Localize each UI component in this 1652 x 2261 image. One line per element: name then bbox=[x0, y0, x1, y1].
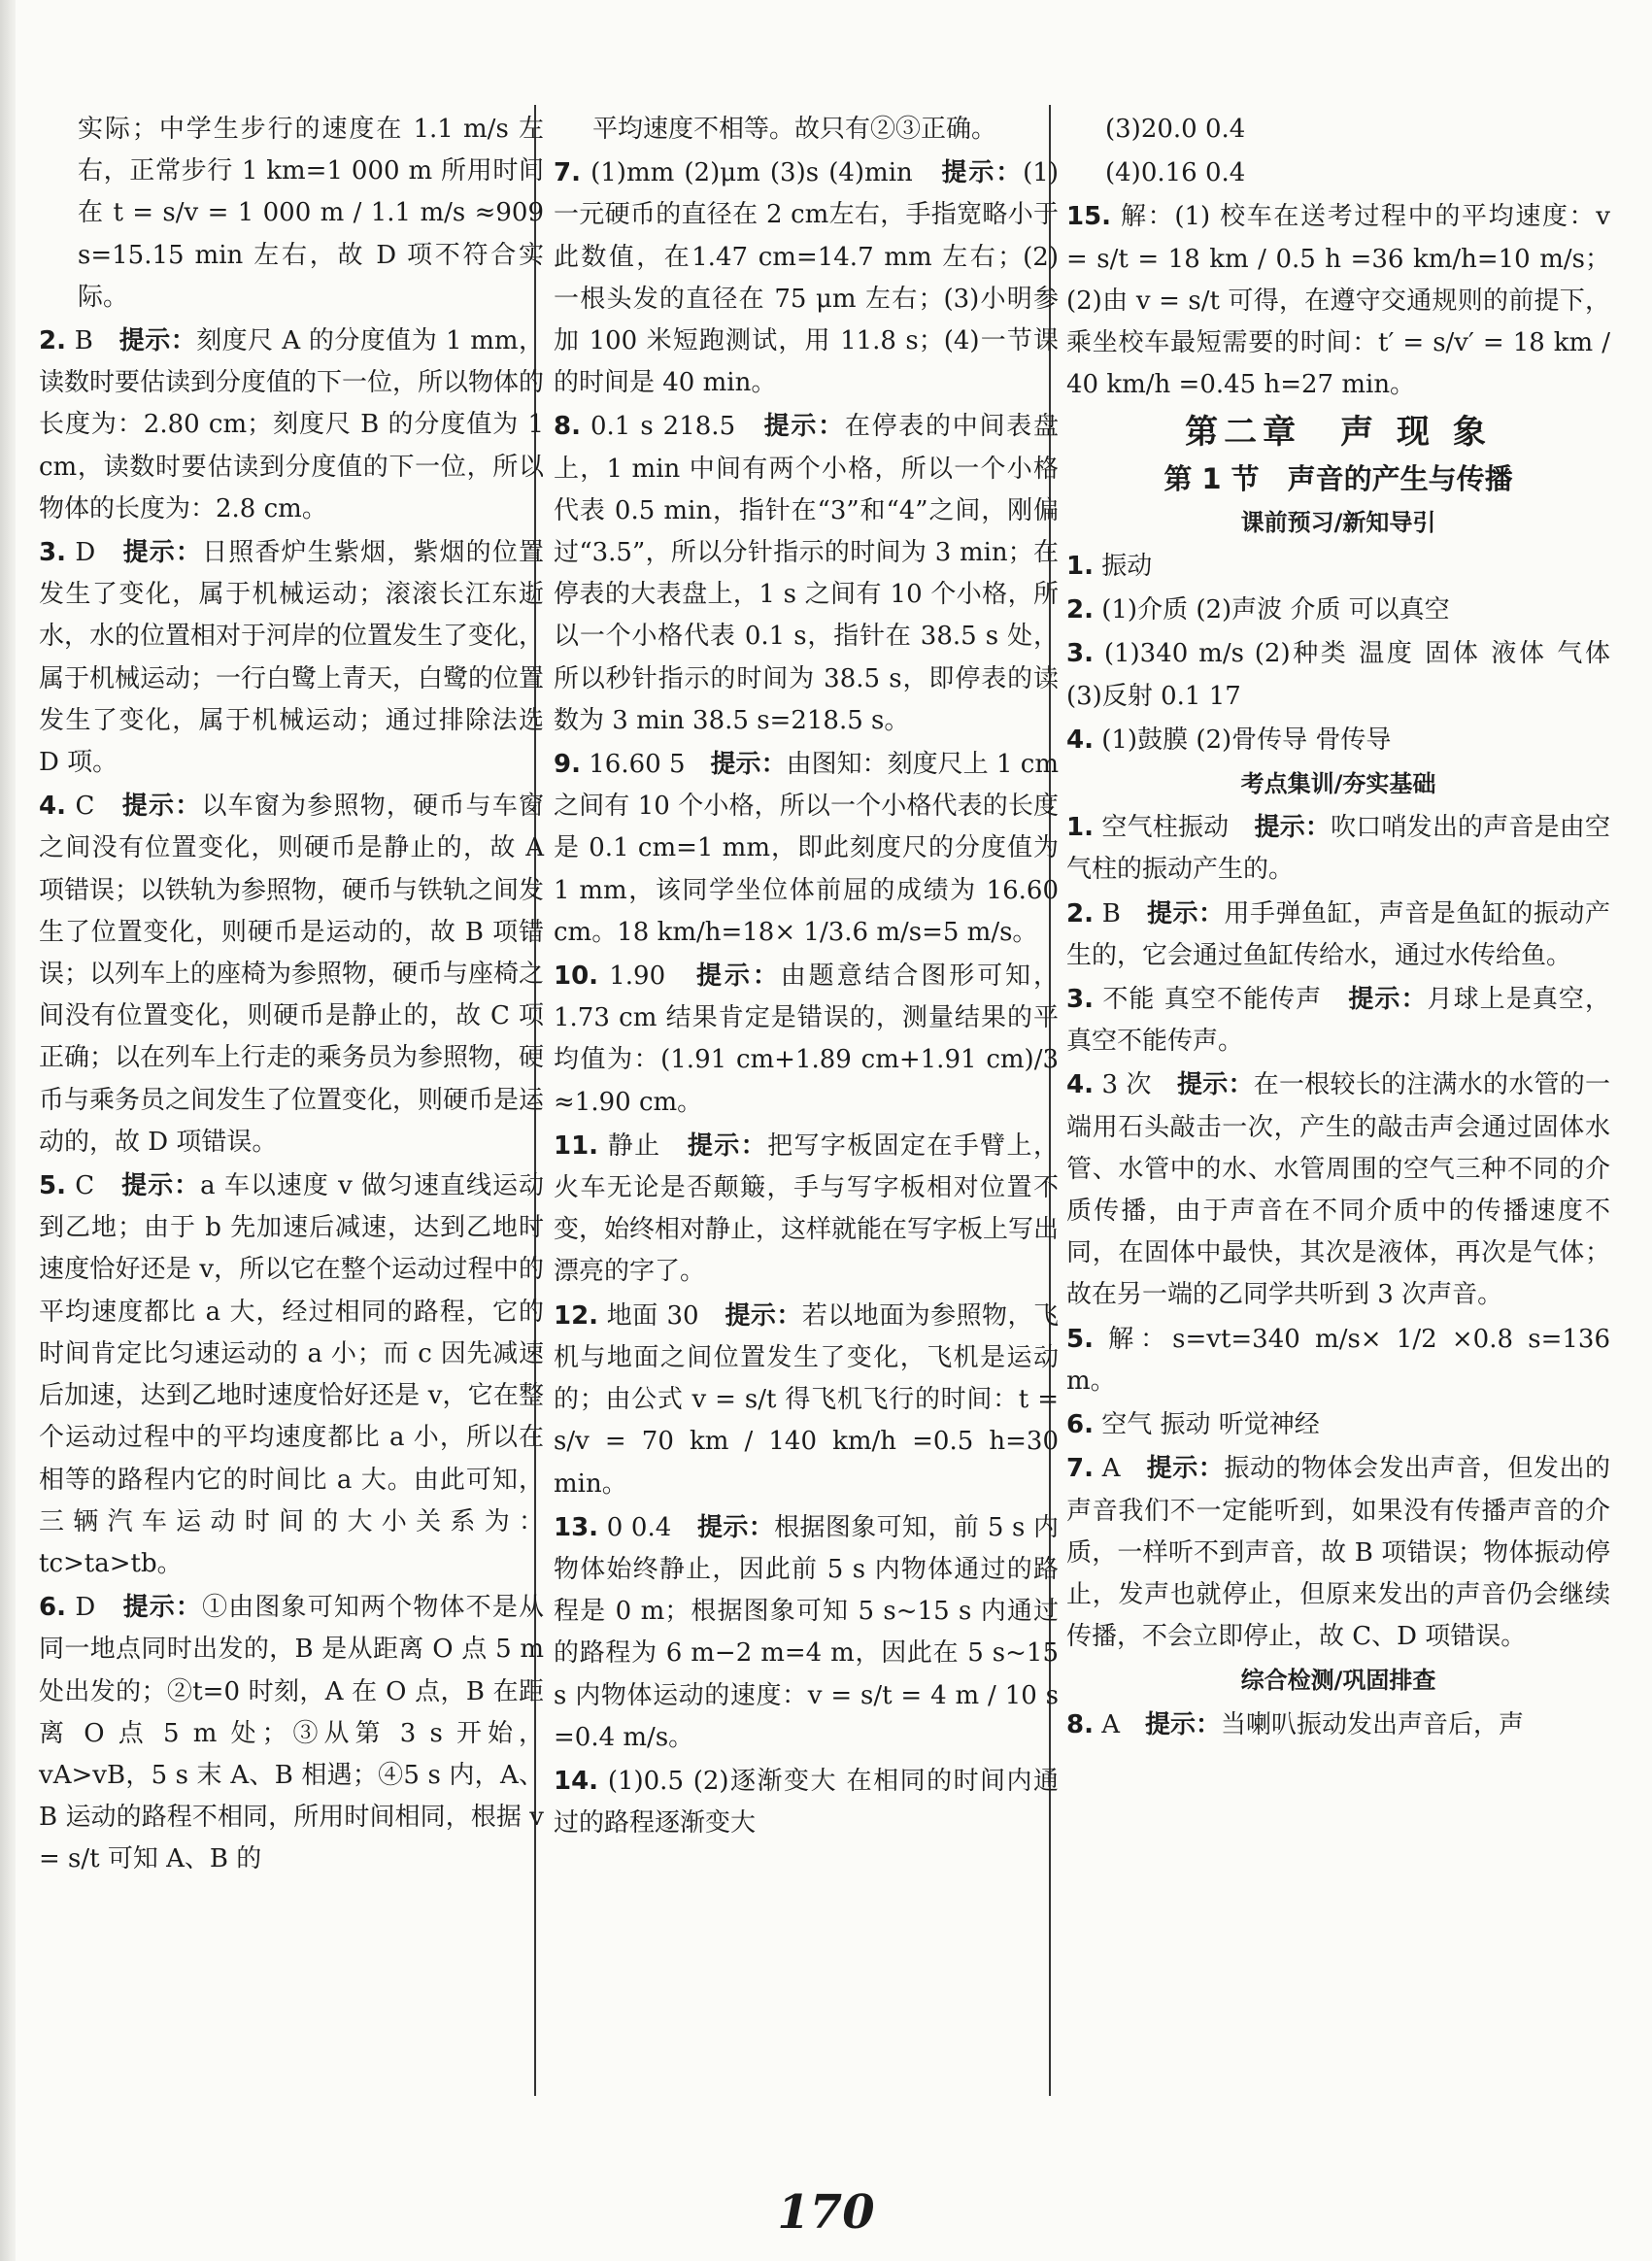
answer-text: 振动 bbox=[1101, 552, 1153, 582]
answer-text: 解：s=vt=340 m/s× 1/2 ×0.8 s=136 m。 bbox=[1066, 1324, 1610, 1396]
answer-hint: 提示：振动的物体会发出声音，但发出的声音我们不一定能听到，如果没有传播声音的介质，一样听不到声音，故 B 项错误；物体振动停止，发声也就停止，但原来发出的声音仍会继续传播，不会立即停止，故 C、D 项错误。 bbox=[1066, 1454, 1610, 1652]
answer-item bbox=[1066, 1448, 1610, 1658]
answer-number: 4. bbox=[1066, 1070, 1094, 1100]
answer-item bbox=[1066, 109, 1610, 151]
answer-text: (1)0.5 (2)逐渐变大 在相同的时间内通过的路程逐渐变大 bbox=[554, 1766, 1059, 1839]
answer-item bbox=[1066, 546, 1610, 588]
answer-item bbox=[1066, 152, 1610, 194]
answer-item bbox=[39, 1165, 544, 1585]
answer-number: 7. bbox=[554, 158, 581, 188]
answer-number: 5. bbox=[39, 1171, 66, 1201]
answer-number: 11. bbox=[554, 1130, 599, 1161]
answer-text: B bbox=[1101, 898, 1121, 928]
answer-item bbox=[1066, 1064, 1610, 1316]
answer-item bbox=[1066, 196, 1610, 406]
answer-hint: 提示：若以地面为参照物，飞机与地面之间位置发生了变化，飞机是运动的；由公式 v = s/t 得飞机飞行的时间：t = s/v = 70 km / 140 km/h =0.5 h=30 min。 bbox=[554, 1300, 1059, 1499]
answer-hint: 提示：日照香炉生紫烟，紫烟的位置发生了变化，属于机械运动；滚滚长江东逝水，水的位置相对于河岸的位置发生了变化，属于机械运动；一行白鹭上青天，白鹭的位置发生了变化，属于机械运动；通过排除法选 D 项。 bbox=[39, 538, 545, 778]
chapter-title: 第二章 声 现 象 bbox=[1185, 413, 1492, 453]
answer-hint: 提示：月球上是真空，真空不能传声。 bbox=[1066, 985, 1610, 1057]
column-3-preview-answers bbox=[1066, 546, 1610, 761]
answer-text: (4)0.16 0.4 bbox=[1105, 158, 1246, 188]
answer-number: 15. bbox=[1066, 202, 1112, 232]
answer-hint: 提示：根据图象可知，前 5 s 内物体始终静止，因此前 5 s 内物体通过的路程是 0 m；根据图象可知 5 s~15 s 内通过的路程为 6 m−2 m=4 m，因此在 5 s~15 s 内物体运动的速度：v = s/t = 4 m / 10 s =0.4 m/s。 bbox=[554, 1512, 1060, 1752]
answer-text: C bbox=[75, 792, 95, 822]
answer-hint: 提示：在停表的中间表盘上，1 min 中间有两个小格，所以一个小格代表 0.5 min，指针在“3”和“4”之间，刚偏过“3.5”，所以分针指示的时间为 3 min；在停表的大表盘上，1 s 之间有 10 个小格，所以一个小格代表 0.1 s，指针在 38.5 s 处，所以秒针指示的时间为 38.5 s，即停表的读数为 3 min 38.5 s=218.5 s。 bbox=[554, 412, 1059, 735]
answer-item bbox=[554, 1507, 1059, 1759]
answer-hint: 提示：当喇叭振动发出声音后，声 bbox=[1145, 1709, 1525, 1739]
subhead-review: 综合检测/巩固排查 bbox=[1240, 1667, 1436, 1695]
answer-text: 1.90 bbox=[609, 962, 666, 992]
answer-number: 3. bbox=[1066, 639, 1094, 669]
answer-number: 14. bbox=[554, 1766, 599, 1796]
answer-number: 4. bbox=[1066, 725, 1094, 755]
answer-text: (3)20.0 0.4 bbox=[1105, 115, 1246, 144]
answer-number: 6. bbox=[1066, 1410, 1094, 1440]
answer-hint: 提示：刻度尺 A 的分度值为 1 mm，读数时要估读到分度值的下一位，所以物体的长度为：2.80 cm；刻度尺 B 的分度值为 1 cm，读数时要估读到分度值的下一位，所以物体的长度为：2.8 cm。 bbox=[39, 326, 545, 523]
answer-text: 不能 真空不能传声 bbox=[1102, 985, 1323, 1015]
page-edge-shadow bbox=[0, 0, 16, 2261]
subhead-preview: 课前预习/新知导引 bbox=[1240, 508, 1436, 536]
answer-hint: 提示：用手弹鱼缸，声音是鱼缸的振动产生的，它会通过鱼缸传给水，通过水传给鱼。 bbox=[1066, 898, 1610, 970]
answer-item bbox=[39, 786, 544, 1164]
answer-number: 13. bbox=[554, 1512, 599, 1542]
column-3-top bbox=[1066, 109, 1610, 406]
answer-item bbox=[39, 321, 544, 530]
answer-item bbox=[554, 956, 1059, 1124]
answer-hint: 提示：a 车以速度 v 做匀速直线运动到乙地；由于 b 先加速后减速，达到乙地时速度恰好还是 v，所以它在整个运动过程中的平均速度都比 a 大，经过相同的路程，它的时间肯定比匀速运动的 a 小；而 c 因先减速后加速，达到乙地时速度恰好还是 v，它在整个运动过程中的平均速度都比 a 小，所以在相等的路程内它的时间比 a 大。由此可知，三辆汽车运动时间的大小关系为：tc>ta>tb。 bbox=[39, 1171, 544, 1578]
answer-item bbox=[554, 406, 1059, 742]
answer-column-3 bbox=[1066, 109, 1610, 1748]
answer-item bbox=[554, 109, 1059, 151]
answer-text: (1)mm (2)μm (3)s (4)min bbox=[590, 158, 913, 188]
answer-number: 2. bbox=[1066, 595, 1094, 625]
answer-item bbox=[554, 1126, 1059, 1294]
answer-hint: 提示：①由图象可知两个物体不是从同一地点同时出发的，B 是从距离 O 点 5 m 处出发的；②t=0 时刻，A 在 O 点，B 在距离 O 点 5 m 处；③从第 3 s 开始，vA>vB，5 s 末 A、B 相遇；④5 s 内，A、B 运动的路程不相同，所用时间相同，根据 v = s/t 可知 A、B 的 bbox=[39, 1593, 544, 1874]
answer-text: 实际；中学生步行的速度在 1.1 m/s 左右，正常步行 1 km=1 000 m 所用时间在 t = s/v = 1 000 m / 1.1 m/s ≈909 s=15.15 min 左右，故 D 项不符合实际。 bbox=[78, 115, 544, 312]
answer-item bbox=[1066, 807, 1610, 891]
answer-text: 0.1 s 218.5 bbox=[590, 412, 736, 442]
answer-number: 5. bbox=[1066, 1324, 1094, 1354]
answer-hint: 提示：(1)一元硬币的直径在 2 cm左右，手指宽略小于此数值，在1.47 cm=14.7 mm 左右；(2)一根头发的直径在 75 μm 左右；(3)小明参加 100 米短跑测试，用 11.8 s；(4)一节课的时间是 40 min。 bbox=[554, 158, 1059, 398]
answer-item bbox=[554, 1296, 1059, 1505]
answer-text: 空气 振动 听觉神经 bbox=[1101, 1410, 1320, 1440]
answer-text: (1)鼓膜 (2)骨传导 骨传导 bbox=[1101, 725, 1392, 755]
answer-item bbox=[39, 1587, 544, 1880]
answer-text: 0 0.4 bbox=[606, 1512, 672, 1542]
answer-hint: 提示：在一根较长的注满水的水管的一端用石头敲击一次，产生的敲击声会通过固体水管、水管中的水、水管周围的空气三种不同的介质传播，由于声音在不同介质中的传播速度不同，在固体中最快，其次是液体，再次是气体；故在另一端的乙同学共听到 3 次声音。 bbox=[1066, 1070, 1610, 1310]
column-3-review-answers bbox=[1066, 1704, 1610, 1746]
answer-hint: 提示：由图知：刻度尺上 1 cm 之间有 10 个小格，所以一个小格代表的长度是 0.1 cm=1 mm，即此刻度尺的分度值为 1 mm，该同学坐位体前屈的成绩为 16.60 cm。18 km/h=18× 1/3.6 m/s=5 m/s。 bbox=[554, 750, 1059, 947]
answer-number: 6. bbox=[39, 1593, 66, 1623]
answer-hint: 提示：吹口哨发出的声音是由空气柱的振动产生的。 bbox=[1066, 813, 1610, 885]
answer-number: 3. bbox=[39, 538, 66, 568]
answer-text: A bbox=[1101, 1454, 1121, 1484]
answer-number: 10. bbox=[554, 962, 599, 992]
answer-item bbox=[554, 152, 1059, 404]
page-number: 170 bbox=[777, 2185, 875, 2240]
answer-number: 12. bbox=[554, 1300, 599, 1331]
answer-text: 地面 30 bbox=[606, 1300, 699, 1331]
answer-number: 8. bbox=[554, 412, 581, 442]
answer-column-1 bbox=[39, 109, 544, 1883]
subhead-basics: 考点集训/夯实基础 bbox=[1240, 770, 1436, 798]
answer-number: 3. bbox=[1066, 985, 1094, 1015]
answer-text: A bbox=[1101, 1709, 1121, 1739]
answer-text: 静止 bbox=[607, 1130, 661, 1161]
answer-number: 1. bbox=[1066, 552, 1094, 582]
answer-number: 2. bbox=[1066, 898, 1094, 928]
answer-text: 16.60 5 bbox=[589, 750, 686, 780]
answer-text: D bbox=[75, 538, 96, 568]
answer-number: 7. bbox=[1066, 1454, 1094, 1484]
answer-item bbox=[39, 109, 544, 319]
answer-item bbox=[554, 744, 1059, 954]
answer-hint: 提示：以车窗为参照物，硬币与车窗之间没有位置变化，则硬币是静止的，故 A 项错误；以铁轨为参照物，硬币与铁轨之间发生了位置变化，则硬币是运动的，故 B 项错误；以列车上的座椅为参照物，硬币与座椅之间没有位置变化，则硬币是静止的，故 C 项正确；以在列车上行走的乘务员为参照物，硬币与乘务员之间发生了位置变化，则硬币是运动的，故 D 项错误。 bbox=[39, 792, 545, 1157]
answer-hint: 提示：把写字板固定在手臂上，火车无论是否颠簸，手与写字板相对位置不变，始终相对静止，这样就能在写字板上写出漂亮的字了。 bbox=[554, 1130, 1060, 1287]
answer-item bbox=[1066, 590, 1610, 631]
answer-item bbox=[1066, 1404, 1610, 1446]
answer-column-2 bbox=[554, 109, 1059, 1846]
answer-text: C bbox=[75, 1171, 95, 1201]
answer-item bbox=[1066, 894, 1610, 977]
column-3-basic-answers bbox=[1066, 807, 1610, 1658]
answer-text: 解：(1) 校车在送考过程中的平均速度：v = s/t = 18 km / 0.5 h =36 km/h=10 m/s；(2)由 v = s/t 可得，在遵守交通规则的前提下，乘坐校车最短需要的时间：t′ = s/v′ = 18 km / 40 km/h =0.45 h=27 min。 bbox=[1066, 202, 1610, 400]
answer-item bbox=[554, 1761, 1059, 1844]
answer-text: B bbox=[74, 326, 93, 356]
answer-text: 3 次 bbox=[1101, 1070, 1152, 1100]
answer-text: (1)介质 (2)声波 介质 可以真空 bbox=[1101, 595, 1450, 625]
answer-text: 空气柱振动 bbox=[1101, 813, 1230, 843]
answer-hint: 提示：由题意结合图形可知，1.73 cm 结果肯定是错误的，测量结果的平均值为：(1.91 cm+1.89 cm+1.91 cm)/3 ≈1.90 cm。 bbox=[554, 962, 1059, 1117]
section-title: 第 1 节 声音的产生与传播 bbox=[1163, 461, 1513, 495]
answer-number: 8. bbox=[1066, 1709, 1094, 1739]
answer-number: 2. bbox=[39, 326, 66, 356]
answer-item bbox=[1066, 1704, 1610, 1746]
answer-item bbox=[1066, 1319, 1610, 1402]
answer-number: 9. bbox=[554, 750, 581, 780]
answer-item bbox=[1066, 979, 1610, 1063]
answer-number: 4. bbox=[39, 792, 66, 822]
answer-item bbox=[1066, 720, 1610, 761]
answer-number: 1. bbox=[1066, 813, 1094, 843]
answer-text: D bbox=[75, 1593, 96, 1623]
answer-text: 平均速度不相等。故只有②③正确。 bbox=[592, 115, 997, 144]
answer-item bbox=[39, 532, 544, 784]
answer-text: (1)340 m/s (2)种类 温度 固体 液体 气体 (3)反射 0.1 17 bbox=[1066, 639, 1611, 711]
answer-item bbox=[1066, 633, 1610, 717]
